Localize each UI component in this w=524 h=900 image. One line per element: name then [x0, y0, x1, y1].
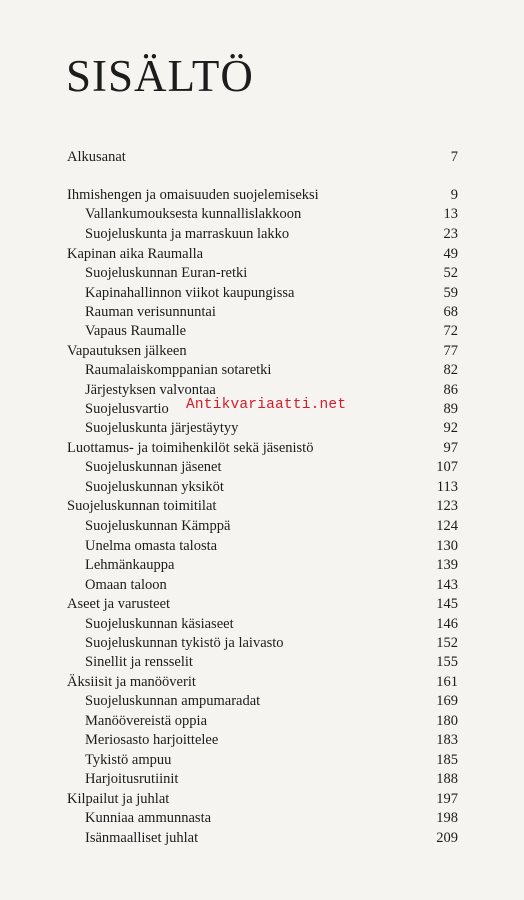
toc-entry-title: Äksiisit ja manööverit [67, 674, 196, 690]
toc-chapter [0, 594, 524, 614]
toc-subsection [0, 224, 524, 244]
toc-subsection [0, 555, 524, 575]
toc-entry-title: Harjoitusrutiinit [85, 771, 179, 787]
toc-page-number: 124 [436, 518, 458, 534]
toc-subsection [0, 652, 524, 672]
toc-entry-title: Suojeluskunnan tykistö ja laivasto [85, 635, 284, 651]
toc-subsection [0, 263, 524, 283]
toc-entry-title: Isänmaalliset juhlat [85, 830, 199, 846]
toc-subsection [0, 536, 524, 556]
toc-entry-title: Suojeluskunta ja marraskuun lakko [85, 226, 290, 242]
toc-entry-title: Unelma omasta talosta [85, 538, 218, 554]
toc-page-number: 155 [436, 654, 458, 670]
toc-entry-title: Suojelusvartio [85, 401, 169, 417]
toc-page-number: 7 [450, 149, 458, 165]
toc-page-number: 68 [443, 304, 458, 320]
toc-page-number: 152 [436, 635, 458, 651]
toc-entry-title: Suojeluskunnan Euran-retki [85, 265, 248, 281]
toc-entry-title: Suojeluskunta järjestäytyy [85, 420, 239, 436]
toc-entry-title: Manöövereistä oppia [85, 713, 208, 729]
toc-subsection [0, 204, 524, 224]
toc-page-number: 13 [443, 206, 458, 222]
toc-entry-title: Suojeluskunnan ampumaradat [85, 693, 261, 709]
toc-chapter [0, 147, 524, 167]
toc-page-number: 188 [436, 771, 458, 787]
toc-page-number: 145 [436, 596, 458, 612]
toc-entry-title: Kapinahallinnon viikot kaupungissa [85, 285, 295, 301]
toc-entry-title: Vallankumouksesta kunnallislakkoon [85, 206, 302, 222]
toc-subsection [0, 808, 524, 828]
toc-entry-title: Lehmänkauppa [85, 557, 175, 573]
toc-entry-title: Ihmishengen ja omaisuuden suojelemiseksi [67, 187, 319, 203]
toc-entry-title: Suojeluskunnan Kämppä [85, 518, 231, 534]
toc-subsection [0, 633, 524, 653]
toc-subsection [0, 457, 524, 477]
toc-page-number: 113 [436, 479, 458, 495]
toc-page-number: 209 [436, 830, 458, 846]
toc-page-number: 143 [436, 577, 458, 593]
toc-entry-title: Suojeluskunnan jäsenet [85, 459, 222, 475]
toc-subsection [0, 321, 524, 341]
toc-page-number: 23 [443, 226, 458, 242]
toc-entry-title: Vapaus Raumalle [85, 323, 187, 339]
toc-page-number: 49 [443, 246, 458, 262]
toc-page-number: 72 [443, 323, 458, 339]
toc-page-number: 197 [436, 791, 458, 807]
toc-entry-title: Vapautuksen jälkeen [67, 343, 187, 359]
toc-entry-title: Alkusanat [67, 149, 126, 165]
toc-chapter [0, 496, 524, 516]
toc-subsection [0, 828, 524, 848]
toc-entry-title: Kunniaa ammunnasta [85, 810, 212, 826]
toc-chapter [0, 789, 524, 809]
toc-subsection [0, 750, 524, 770]
toc-entry-title: Kapinan aika Raumalla [67, 246, 204, 262]
toc-page-number: 107 [436, 459, 458, 475]
toc-subsection [0, 418, 524, 438]
toc-entry-title: Meriosasto harjoittelee [85, 732, 219, 748]
toc-page-number: 52 [443, 265, 458, 281]
toc-subsection [0, 769, 524, 789]
toc-page-number: 97 [443, 440, 458, 456]
toc-subsection [0, 302, 524, 322]
toc-page-number: 161 [436, 674, 458, 690]
toc-page-number: 123 [436, 498, 458, 514]
toc-entry-title: Suojeluskunnan käsiaseet [85, 616, 234, 632]
toc-entry-title: Aseet ja varusteet [67, 596, 171, 612]
toc-chapter [0, 341, 524, 361]
toc-entry-title: Rauman verisunnuntai [85, 304, 216, 320]
toc-subsection [0, 730, 524, 750]
toc-subsection [0, 614, 524, 634]
toc-entry-title: Omaan taloon [85, 577, 167, 593]
toc-page-number: 183 [436, 732, 458, 748]
toc-entry-title: Raumalaiskomppanian sotaretki [85, 362, 272, 378]
watermark: Antikvariaatti.net [186, 397, 347, 413]
toc-page-number: 139 [436, 557, 458, 573]
toc-chapter [0, 438, 524, 458]
toc-entry-title: Suojeluskunnan yksiköt [85, 479, 224, 495]
toc-entry-title: Luottamus- ja toimihenkilöt sekä jäsenistö [67, 440, 314, 456]
toc-chapter [0, 185, 524, 205]
toc-page-number: 89 [443, 401, 458, 417]
toc-subsection [0, 516, 524, 536]
toc-page-number: 169 [436, 693, 458, 709]
toc-page-number: 86 [443, 382, 458, 398]
toc-entry-title: Järjestyksen valvontaa [85, 382, 216, 398]
toc-page-number: 9 [450, 187, 458, 203]
toc-page-number: 185 [436, 752, 458, 768]
toc-entry-title: Kilpailut ja juhlat [67, 791, 170, 807]
toc-chapter [0, 672, 524, 692]
toc-page-number: 130 [436, 538, 458, 554]
toc-page-number: 82 [443, 362, 458, 378]
toc-subsection [0, 691, 524, 711]
toc-page-number: 146 [436, 616, 458, 632]
toc-subsection [0, 283, 524, 303]
page-title: SISÄLTÖ [66, 51, 254, 101]
toc-page-number: 59 [443, 285, 458, 301]
toc-entry-title: Tykistö ampuu [85, 752, 172, 768]
toc-subsection [0, 575, 524, 595]
toc-chapter [0, 244, 524, 264]
toc-page-number: 180 [436, 713, 458, 729]
toc-page-number: 198 [436, 810, 458, 826]
toc-subsection [0, 711, 524, 731]
toc-entry-title: Sinellit ja rensselit [85, 654, 193, 670]
toc-page-number: 92 [443, 420, 458, 436]
toc-page-number: 77 [443, 343, 458, 359]
toc-subsection [0, 360, 524, 380]
toc-entry-title: Suojeluskunnan toimitilat [67, 498, 217, 514]
toc-subsection [0, 477, 524, 497]
